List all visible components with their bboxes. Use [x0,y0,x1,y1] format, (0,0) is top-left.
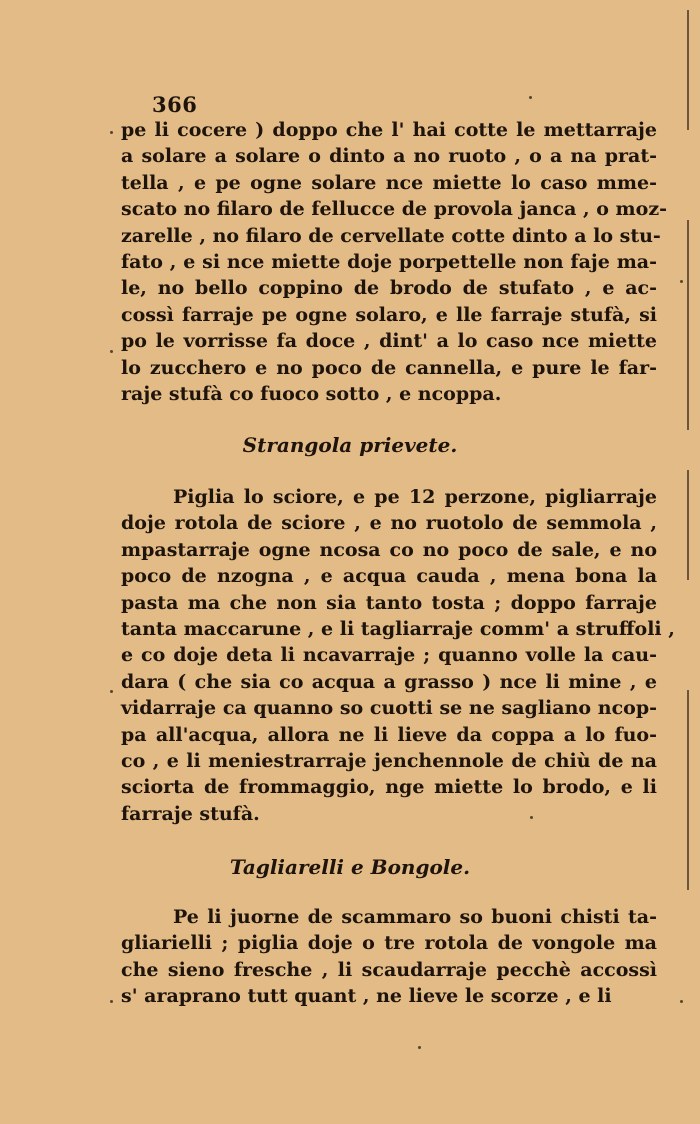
text-line: doje rotola de sciore , e no ruotolo de semmola , [121,512,657,535]
text-line: farraje stufà. [121,802,260,825]
print-speck [110,350,113,353]
text-line: sciorta de frommaggio, nge miette lo brodo, e li [121,776,657,799]
paragraph-strangola-prievete [121,484,675,827]
text-line: pe li cocere ) doppo che l' hai cotte le mettarraje [121,119,657,141]
recipe-heading-strangola-prievete: Strangola prievete. [242,433,458,457]
page-edge-rule [687,10,689,130]
text-line: mpastarraje ogne ncosa co no poco de sale, e no [121,538,657,561]
print-speck [418,1046,421,1049]
text-line: gliarielli ; piglia doje o tre rotola de vongole ma [121,932,657,955]
text-line: pasta ma che non sia tanto tosta ; doppo farraje [121,591,657,614]
text-line: a solare a solare o dinto a no ruoto , o a na prat- [121,145,657,168]
text-line: scato no filaro de fellucce de provola janca , o moz- [121,198,667,221]
text-line: po le vorrisse fa doce , dint' a lo caso nce miette [121,330,657,353]
text-line: fato , e si nce miette doje porpettelle non faje ma- [121,250,657,273]
print-speck [110,131,113,134]
text-line: Pe li juorne de scammaro so buoni chisti ta- [173,906,657,928]
paragraph-tagliarelli-bongole [121,904,657,1010]
recipe-heading-tagliarelli-bongole: Tagliarelli e Bongole. [229,855,471,879]
print-speck [110,690,113,693]
text-line: dara ( che sia co acqua a grasso ) nce li mine , e [121,670,657,693]
text-line: lo zucchero e no poco de cannella, e pure le far- [121,356,657,379]
text-line: vidarraje ca quanno so cuotti se ne sagliano ncop- [121,697,657,720]
text-line: tanta maccarune , e li tagliarraje comm' a struffoli , [121,617,675,640]
text-line: zarelle , no filaro de cervellate cotte dinto a lo stu- [121,224,661,247]
print-speck [530,816,533,819]
text-line: raje stufà co fuoco sotto , e ncoppa. [121,382,502,405]
page-edge-rule [687,470,689,580]
print-speck [110,1000,113,1003]
text-line: pa all'acqua, allora ne li lieve da coppa a lo fuo- [121,723,657,746]
page-edge-rule [687,220,689,430]
text-line: co , e li meniestrarraje jenchennole de chiù de na [121,749,657,772]
page-number: 366 [152,92,198,117]
print-speck [680,1000,683,1003]
text-line: poco de nzogna , e acqua cauda , mena bona la [121,565,657,588]
text-line: e co doje deta li ncavarraje ; quanno volle la cau- [121,644,657,667]
print-speck [680,280,683,283]
paragraph-lasagne-continuation [121,117,667,407]
text-line: che sieno fresche , li scaudarraje pecchè accossì [121,958,657,981]
text-line: cossì farraje pe ogne solaro, e lle farraje stufà, si [121,303,657,326]
text-line: Piglia lo sciore, e pe 12 perzone, pigliarraje [173,486,657,508]
text-line: le, no bello coppino de brodo de stufato , e ac- [121,277,657,300]
page-edge-rule [687,690,689,890]
text-line: s' araprano tutt quant , ne lieve le scorze , e li [121,985,612,1008]
print-speck [529,96,532,99]
text-line: tella , e pe ogne solare nce miette lo caso mme- [121,171,657,194]
